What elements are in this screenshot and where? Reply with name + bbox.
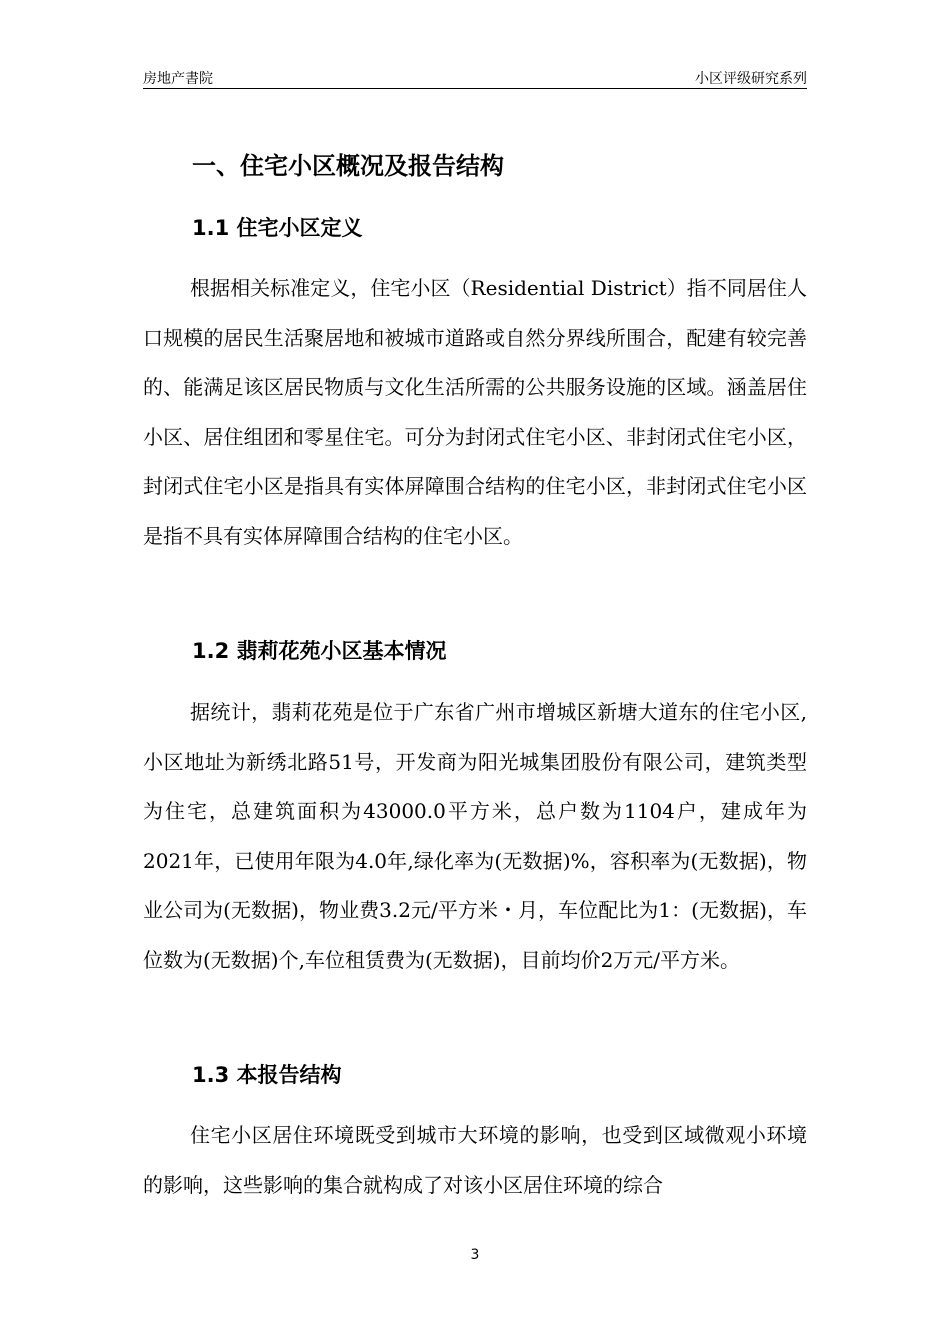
section-paragraph-1-1: 根据相关标准定义，住宅小区（Residential District）指不同居住人口规模的居民生活聚居地和被城市道路或自然分界线所围合，配建有较完善的、能满足该区居民物质与文化生活所需的公共服务设施的区域。涵盖居住小区、居住组团和零星住宅。可分为封闭式住宅小区、非封闭式住宅小区，封闭式住宅小区是指具有实体屏障围合结构的住宅小区，非封闭式住宅小区是指不具有实体屏障围合结构的住宅小区。 xyxy=(143,276,807,548)
section-paragraph-1-3: 住宅小区居住环境既受到城市大环境的影响，也受到区域微观小环境的影响，这些影响的集合就构成了对该小区居住环境的综合 xyxy=(143,1123,807,1197)
page-header xyxy=(143,66,807,89)
section-heading-1-2: 1.2 翡莉花苑小区基本情况 xyxy=(192,639,447,663)
header-series: 小区评级研究系列 xyxy=(695,71,807,87)
section-paragraph-1-2: 据统计，翡莉花苑是位于广东省广州市增城区新塘大道东的住宅小区,小区地址为新绣北路51号，开发商为阳光城集团股份有限公司，建筑类型为住宅，总建筑面积为43000.0平方米，总户数为1104户，建成年为2021年，已使用年限为4.0年,绿化率为(无数据)%，容积率为(无数据)，物业公司为(无数据)，物业费3.2元/平方米・月，车位配比为1：(无数据)，车位数为(无数据)个,车位租赁费为(无数据)，目前均价2万元/平方米。 xyxy=(143,700,807,972)
page-number: 3 xyxy=(470,1247,480,1263)
section-heading-1-1: 1.1 住宅小区定义 xyxy=(192,216,363,240)
section-heading-1-3: 1.3 本报告结构 xyxy=(192,1063,342,1087)
chapter-title: 一、住宅小区概况及报告结构 xyxy=(192,152,504,180)
header-publisher: 房地产書院 xyxy=(143,71,213,87)
